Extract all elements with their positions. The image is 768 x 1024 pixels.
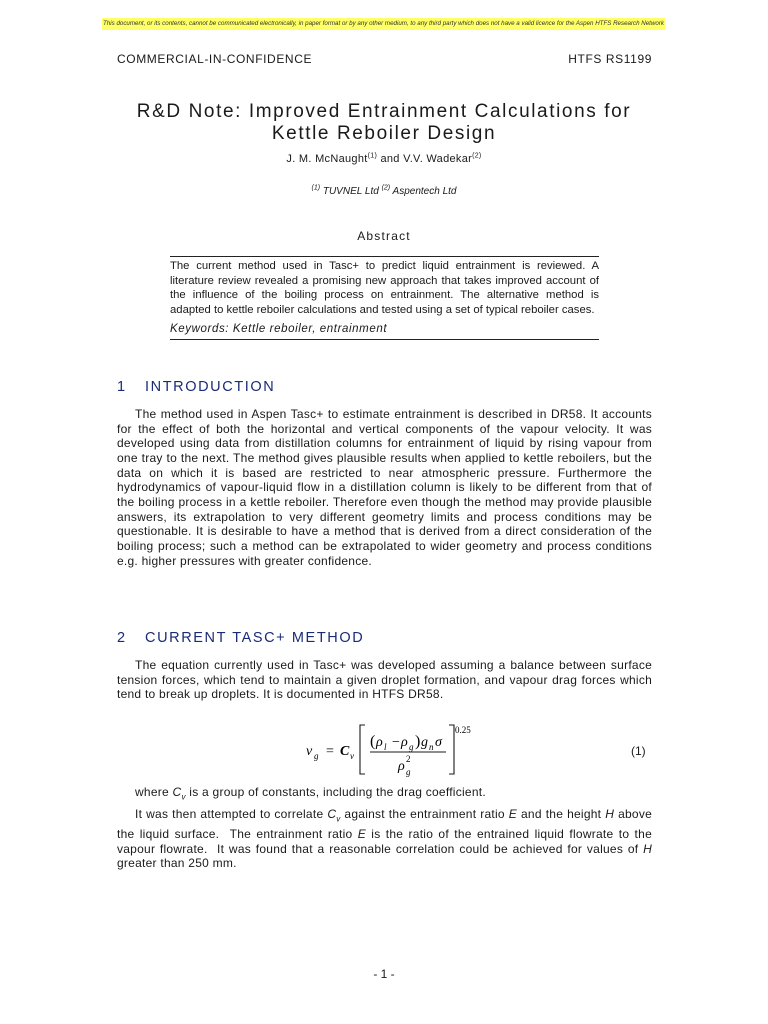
affiliation-1-marker: (1) [311,184,321,192]
title-line-1: R&D Note: Improved Entrainment Calculations for [136,101,632,122]
p3-text-f: greater than 250 mm. [117,841,656,871]
eq-gn-subscript: n [429,742,434,752]
section-1-paragraph [117,407,652,568]
p3-variable-cv: C [327,807,337,821]
title-line-2: Kettle Reboiler Design [271,123,497,144]
author-2-marker: (2) [472,152,482,160]
abstract-text: The current method used in Tasc+ to predict liquid entrainment is reviewed. A literature review revealed a promising new approach that takes improved account of the influence of the boiling process on entrainment. The alternative method is adapted to kettle reboiler calculations and tested using a set of typical reboiler cases. [170,260,599,316]
eq-coefficient-subscript: v [350,751,354,761]
eq-denominator-superscript: 2 [406,754,411,764]
paper-title [100,101,668,145]
eq-equals: = [326,744,334,759]
author-conjunction: and [377,153,404,165]
keywords: Keywords: Kettle reboiler, entrainment [170,323,388,335]
eq-paren-open: ( [370,733,376,750]
section-2-paragraph-1 [117,658,652,702]
page-number: - 1 - [373,967,395,981]
author-1: J. M. McNaught [286,153,368,165]
eq-rho-g-subscript: g [409,742,414,752]
eq-rho-g: ρ [401,735,408,750]
p3-text-e: is the ratio of the entrained liquid flowrate to the vapour flowrate. It was found that a reasonable correlation could be achieved for values of [117,827,656,856]
entrainment-equation [296,722,486,782]
section-2-title: CURRENT TASC+ METHOD [145,630,365,646]
section-1-title: INTRODUCTION [145,379,276,395]
p3-variable-h-2: H [643,841,652,856]
equation-number: (1) [631,744,646,758]
eq-minus: − [392,735,400,750]
author-1-marker: (1) [367,152,378,160]
affiliation-2-marker: (2) [381,184,391,192]
section-2-heading [117,630,364,646]
section-1-number: 1 [117,379,127,395]
section-1-heading [117,379,275,395]
document-code: HTFS RS1199 [568,52,652,66]
p3-text-b: against the entrainment ratio [340,807,509,821]
p3-text-d: above the liquid surface. The entrainment ratio [117,807,656,842]
eq-rho-l-subscript: l [384,742,387,752]
p3-text-a: It was then attempted to correlate [135,807,328,821]
section-2-paragraph-2 [117,785,652,805]
authors [100,153,668,165]
author-2: V.V. Wadekar [403,153,473,165]
abstract-box [170,256,599,340]
eq-exponent: 0.25 [455,725,471,735]
affiliations [100,186,668,197]
eq-left-bracket [360,725,365,774]
p2-variable-cv: C [172,785,182,799]
section-2-number: 2 [117,630,127,646]
section-2-text-1: The equation currently used in Tasc+ was developed assuming a balance between surface tension forces, which tend to maintain a given droplet formation, and vapour drag forces which tend to break up droplets. It is documented in HTFS DR58. [117,658,652,702]
affiliation-1: TUVNEL Ltd [320,186,382,197]
p2-text-a: where [135,785,173,799]
section-1-text: The method used in Aspen Tasc+ to estimate entrainment is described in DR58. It accounts for the effect of both the horizontal and vertical components of the vapour velocity. It was developed using data from distillation columns for entrainment of liquid by rising vapour from one tray to the next. The method gives plausible results when applied to kettle reboilers, but the data on which it is based are restricted to near atmospheric pressure. Furthermore the hydrodynamics of vapour-liquid flow in a distillation column is likely to be different from that of the boiling process in a kettle reboiler. Therefore even though the method may provide plausible answers, its extrapolation to very different geometry limits and process conditions may be questionable. It is desirable to have a method that is derived from a direct consideration of the boiling process; such a method can be extrapolated to wider geometry and process conditions e.g. higher pressures with greater confidence. [117,407,652,568]
licence-banner: This document, or its contents, cannot be communicated electronically, in paper format or by any other medium, to any third party which does not have a valid licence for the Aspen HTFS Research Network [102,18,665,30]
p3-variable-e-2: E [357,827,366,842]
eq-denominator-rho: ρ [398,759,405,774]
p3-variable-cv-subscript: v [336,814,341,824]
eq-denominator-subscript: g [406,767,411,777]
section-2-paragraph-3 [117,807,656,871]
eq-rho-l: ρ [376,735,383,750]
eq-coefficient: C [340,744,350,759]
p3-variable-e: E [508,807,518,821]
p2-variable-cv-subscript: v [181,792,186,802]
p2-text-b: is a group of constants, including the drag coefficient. [185,785,486,799]
confidentiality-label: COMMERCIAL-IN-CONFIDENCE [117,52,313,66]
eq-sigma: σ [435,735,442,750]
eq-gn: g [421,735,428,750]
affiliation-2: Aspentech Ltd [390,186,457,197]
eq-paren-close: ) [415,733,421,750]
eq-lhs: v [306,744,313,759]
abstract-heading: Abstract [357,229,411,243]
eq-right-bracket [449,725,454,774]
p3-text-c: and the height [517,807,606,821]
p3-variable-h: H [605,807,615,821]
eq-lhs-subscript: g [314,751,319,761]
